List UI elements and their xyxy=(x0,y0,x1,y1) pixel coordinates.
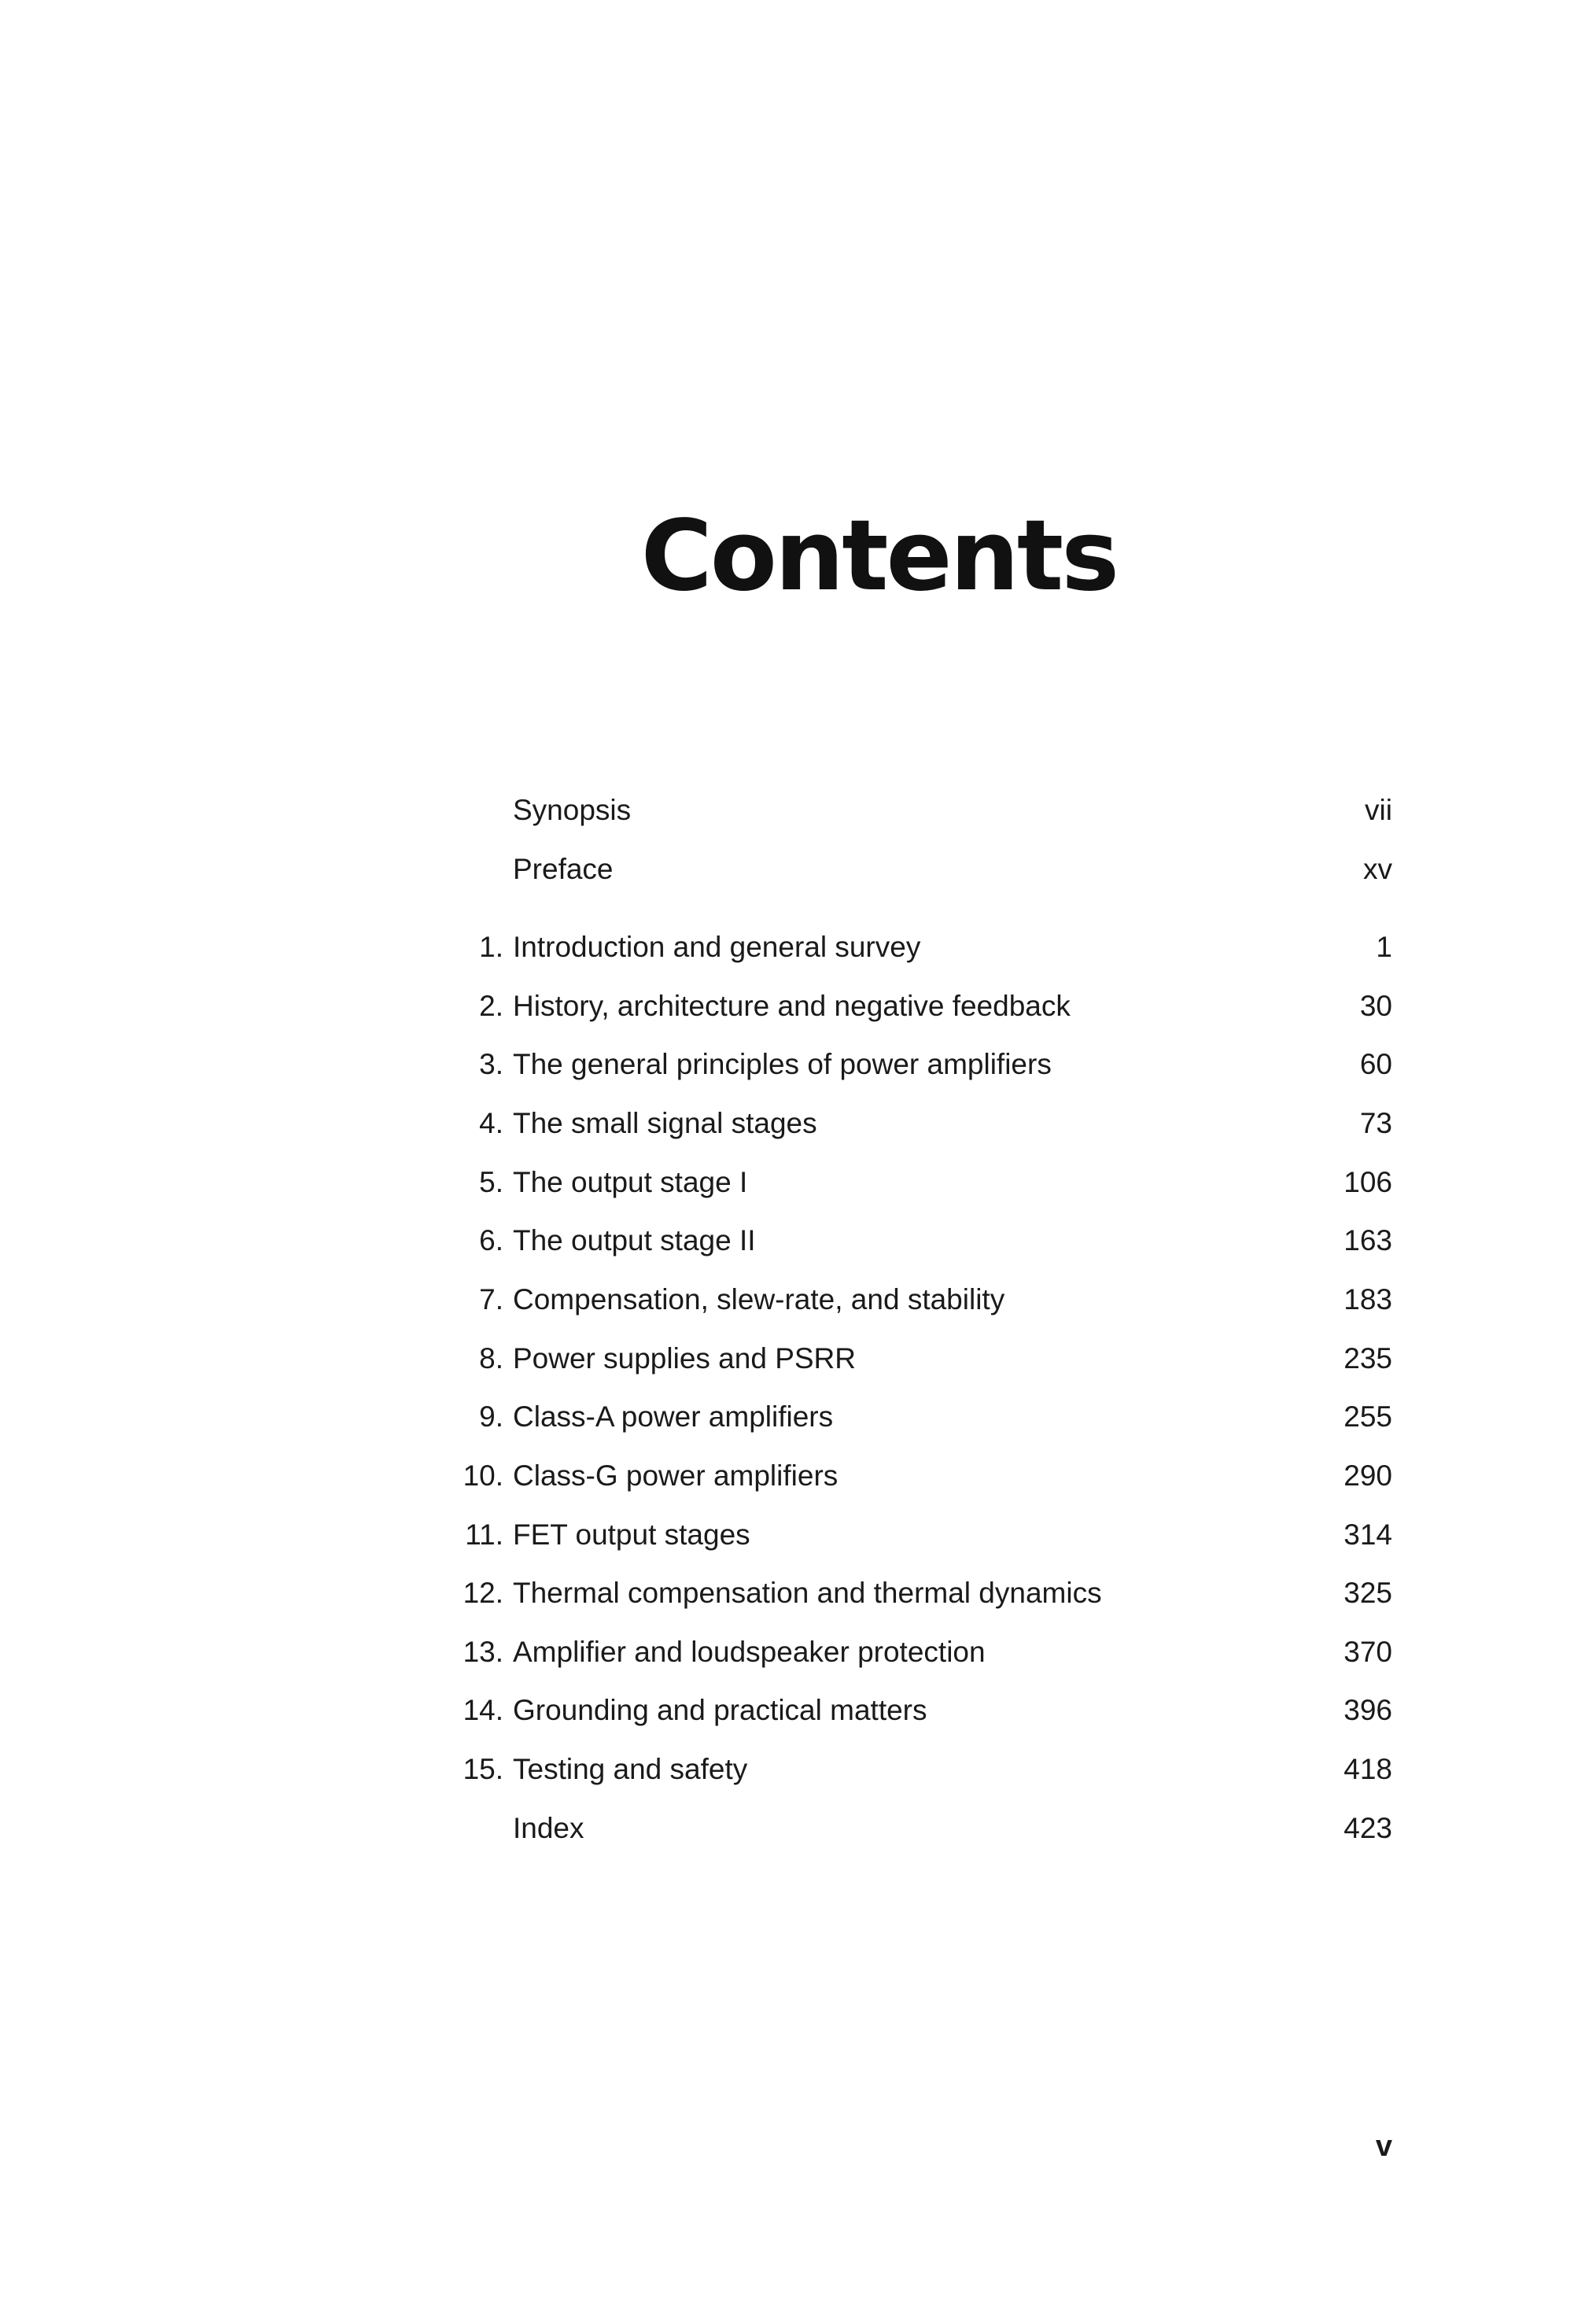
toc-entry-chapter-6[interactable] xyxy=(0,1217,1596,1264)
toc-entry-title: Index xyxy=(513,1812,584,1844)
toc-entry-title: Power supplies and PSRR xyxy=(513,1342,856,1375)
toc-entry-title: The output stage II xyxy=(513,1224,756,1256)
toc-entry-number: 3. xyxy=(479,1048,503,1080)
toc-entry-number: 11. xyxy=(465,1518,503,1551)
toc-entry-chapter-12[interactable] xyxy=(0,1570,1596,1617)
toc-entry-number: 15. xyxy=(463,1753,503,1785)
toc-entry-page: 60 xyxy=(1359,1048,1392,1080)
toc-entry-page: 183 xyxy=(1344,1283,1392,1315)
toc-entry-title: Class-G power amplifiers xyxy=(513,1459,839,1492)
toc-entry-title: Class-A power amplifiers xyxy=(513,1400,834,1433)
toc-entry-title: Introduction and general survey xyxy=(513,931,921,963)
toc-entry-title: History, architecture and negative feedback xyxy=(513,990,1071,1022)
toc-entry-index[interactable] xyxy=(0,1805,1596,1852)
toc-entry-page: 423 xyxy=(1344,1812,1392,1844)
toc-entry-page: 163 xyxy=(1344,1224,1392,1256)
toc-entry-number: 1. xyxy=(479,931,503,963)
toc-entry-page: xv xyxy=(1363,853,1392,885)
toc-entry-page: 106 xyxy=(1344,1166,1392,1198)
toc-entry-number: 8. xyxy=(479,1342,503,1375)
toc-entry-title: FET output stages xyxy=(513,1518,750,1551)
toc-entry-number: 7. xyxy=(479,1283,503,1315)
toc-entry-page: 370 xyxy=(1344,1636,1392,1668)
toc-entry-page: 396 xyxy=(1344,1694,1392,1726)
toc-entry-chapter-8[interactable] xyxy=(0,1335,1596,1382)
toc-entry-page: vii xyxy=(1365,794,1392,826)
toc-entry-chapter-5[interactable] xyxy=(0,1159,1596,1206)
toc-entry-chapter-4[interactable] xyxy=(0,1100,1596,1147)
toc-entry-number: 9. xyxy=(479,1400,503,1433)
toc-entry-page: 325 xyxy=(1344,1577,1392,1609)
toc-entry-title: The general principles of power amplifiers xyxy=(513,1048,1052,1080)
toc-entry-number: 2. xyxy=(479,990,503,1022)
toc-entry-title: Compensation, slew-rate, and stability xyxy=(513,1283,1005,1315)
toc-entry-page: 418 xyxy=(1344,1753,1392,1785)
toc-entry-page: 73 xyxy=(1359,1107,1392,1139)
toc-entry-title: Thermal compensation and thermal dynamics xyxy=(513,1577,1102,1609)
toc-entry-chapter-15[interactable] xyxy=(0,1746,1596,1793)
toc-entry-chapter-2[interactable] xyxy=(0,983,1596,1030)
toc-entry-page: 235 xyxy=(1344,1342,1392,1375)
toc-entry-chapter-3[interactable] xyxy=(0,1041,1596,1088)
page-title: Contents xyxy=(640,500,1117,613)
page-number: v xyxy=(1375,2130,1392,2163)
toc-entry-title: Testing and safety xyxy=(513,1753,748,1785)
toc-entry-number: 6. xyxy=(479,1224,503,1256)
toc-entry-title: The output stage I xyxy=(513,1166,748,1198)
toc-entry-chapter-14[interactable] xyxy=(0,1687,1596,1734)
toc-entry-title: Synopsis xyxy=(513,794,632,826)
toc-entry-chapter-13[interactable] xyxy=(0,1629,1596,1676)
toc-entry-title: Grounding and practical matters xyxy=(513,1694,927,1726)
toc-entry-page: 290 xyxy=(1344,1459,1392,1492)
toc-entry-chapter-10[interactable] xyxy=(0,1452,1596,1500)
toc-entry-number: 5. xyxy=(479,1166,503,1198)
toc-entry-chapter-7[interactable] xyxy=(0,1276,1596,1323)
toc-entry-number: 12. xyxy=(463,1577,503,1609)
toc-entry-preface[interactable] xyxy=(0,846,1596,893)
toc-entry-page: 30 xyxy=(1359,990,1392,1022)
toc-entry-title: The small signal stages xyxy=(513,1107,817,1139)
toc-entry-page: 1 xyxy=(1376,931,1392,963)
toc-entry-title: Preface xyxy=(513,853,614,885)
toc-entry-number: 14. xyxy=(463,1694,503,1726)
toc-entry-chapter-9[interactable] xyxy=(0,1393,1596,1441)
toc-entry-chapter-11[interactable] xyxy=(0,1511,1596,1559)
toc-entry-number: 10. xyxy=(463,1459,503,1492)
toc-entry-synopsis[interactable] xyxy=(0,787,1596,834)
toc-entry-page: 255 xyxy=(1344,1400,1392,1433)
toc-entry-title: Amplifier and loudspeaker protection xyxy=(513,1636,986,1668)
toc-entry-number: 13. xyxy=(463,1636,503,1668)
toc-entry-chapter-1[interactable] xyxy=(0,924,1596,971)
toc-entry-page: 314 xyxy=(1344,1518,1392,1551)
toc-entry-number: 4. xyxy=(479,1107,503,1139)
